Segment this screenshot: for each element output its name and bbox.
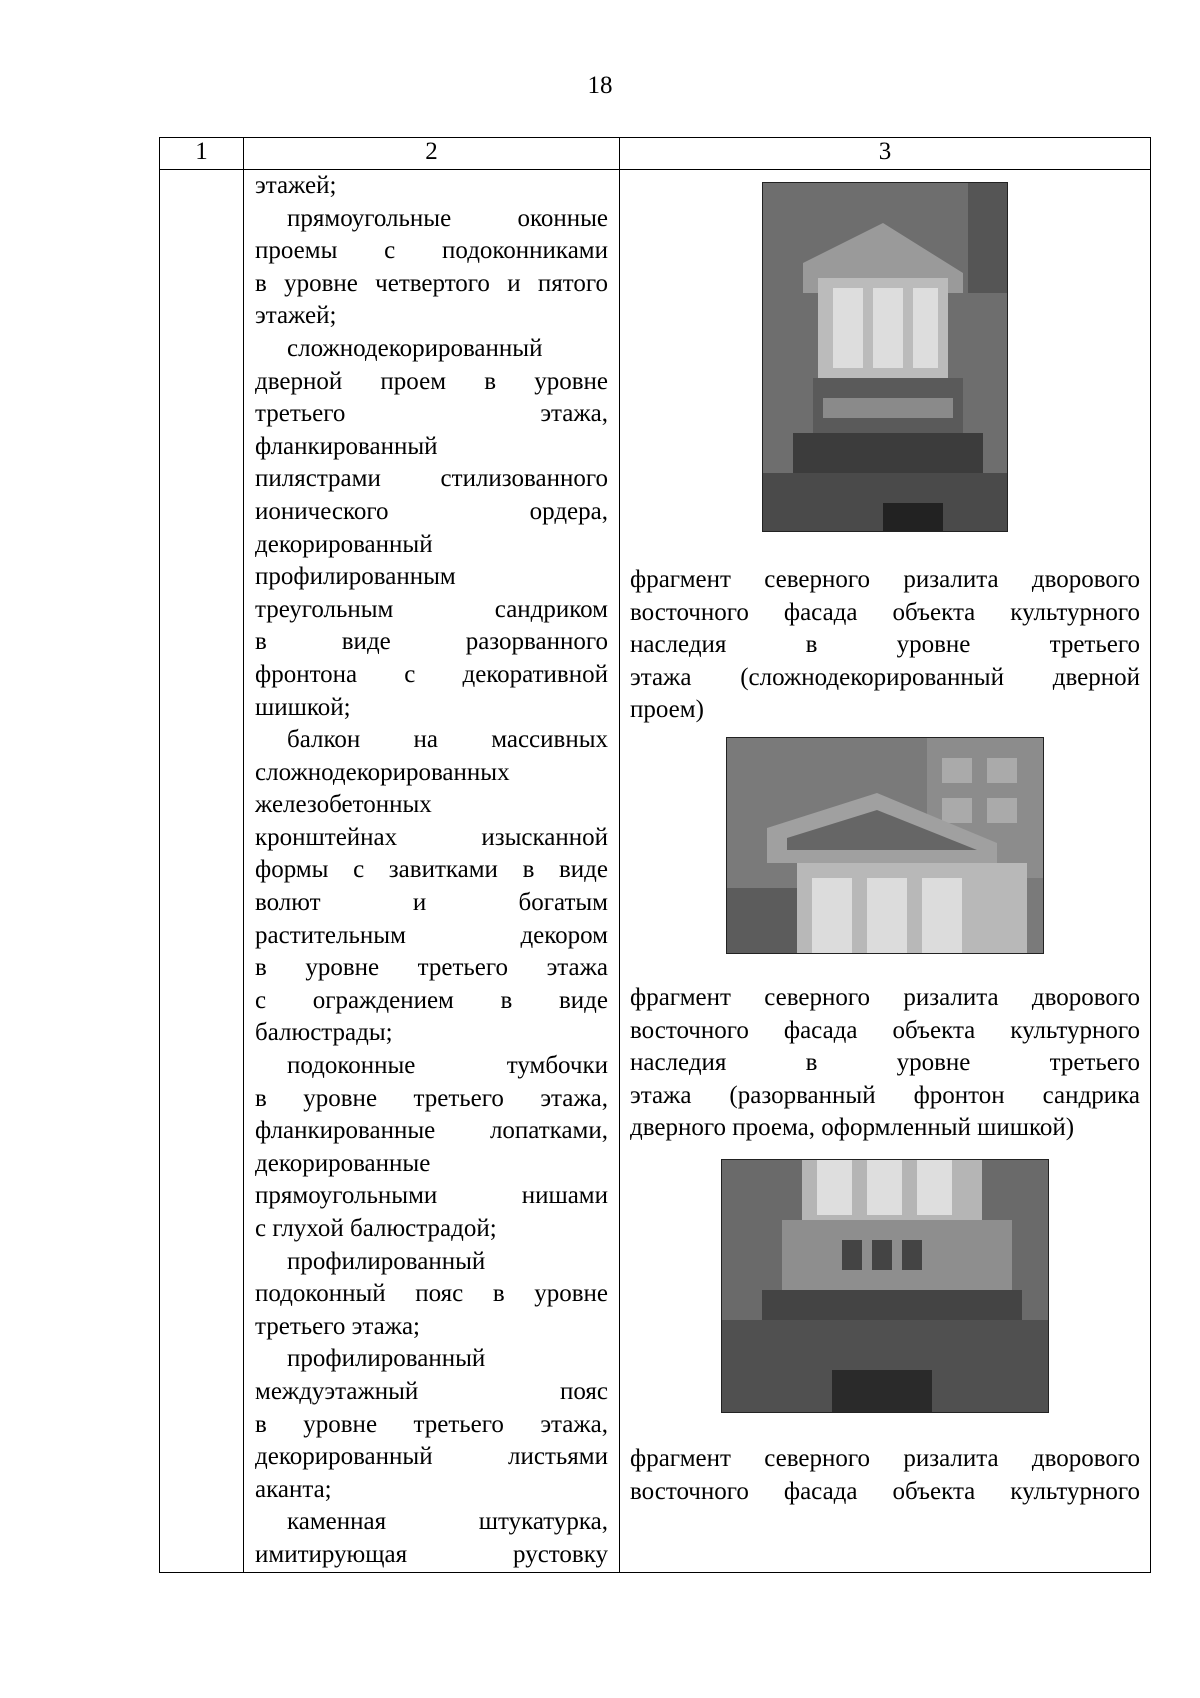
description-line: сложнодекорированных xyxy=(255,758,510,786)
table-header-row xyxy=(160,138,1151,170)
description-line: декорированный xyxy=(255,530,433,558)
description-line: профилированный xyxy=(287,1345,486,1373)
photo-caption xyxy=(630,1443,1140,1508)
photo-balcony-brackets xyxy=(721,1159,1049,1413)
caption-line: восточного фасада объекта культурного xyxy=(630,598,1140,626)
description-line: с ограждением в виде xyxy=(255,986,608,1014)
description-line: третьего этажа, xyxy=(255,400,608,428)
description-line: этажей; xyxy=(255,302,337,330)
description-line: треугольным сандриком xyxy=(255,595,608,623)
description-line: подоконный пояс в уровне xyxy=(255,1280,608,1308)
photo-caption xyxy=(630,982,1140,1145)
description-line: проемы с подоконниками xyxy=(255,237,608,265)
description-line: профилированным xyxy=(255,563,456,591)
description-line: в уровне третьего этажа xyxy=(255,954,608,982)
caption-line: этажа (разорванный фронтон сандрика xyxy=(630,1081,1140,1109)
description-line: пилястрами стилизованного xyxy=(255,465,608,493)
description-line: в уровне третьего этажа, xyxy=(255,1084,608,1112)
heritage-table xyxy=(159,137,1151,1573)
photo-broken-pediment xyxy=(726,737,1044,954)
row-number-cell xyxy=(160,170,244,1573)
header-col-1: 1 xyxy=(160,138,244,170)
caption-line: восточного фасада объекта культурного xyxy=(630,1016,1140,1044)
description-line: шишкой; xyxy=(255,693,351,721)
description-line: с глухой балюстрадой; xyxy=(255,1215,497,1242)
description-line: прямоугольными нишами xyxy=(255,1182,608,1210)
description-line: междуэтажный пояс xyxy=(255,1377,608,1405)
description-line: формы с завитками в виде xyxy=(255,856,608,884)
description-line: кронштейнах изысканной xyxy=(255,823,608,851)
description-line: имитирующая рустовку xyxy=(255,1540,608,1568)
description-line: третьего этажа; xyxy=(255,1312,421,1340)
caption-line: этажа (сложнодекорированный дверной xyxy=(630,663,1140,691)
description-line: фланкированный xyxy=(255,432,438,460)
table-row xyxy=(160,170,1151,1573)
description-line: аканта; xyxy=(255,1475,332,1503)
description-line: в уровне третьего этажа, xyxy=(255,1410,608,1438)
photo-caption xyxy=(630,564,1140,727)
description-line: балкон на массивных xyxy=(287,726,608,754)
description-line: фланкированные лопатками, xyxy=(255,1117,608,1145)
description-line: железобетонных xyxy=(255,791,432,819)
description-line: ионического ордера, xyxy=(255,497,608,525)
description-line: прямоугольные оконные xyxy=(287,204,608,232)
description-line: декорированные xyxy=(255,1149,431,1177)
caption-line: фрагмент северного ризалита дворового xyxy=(630,1444,1140,1472)
description-line: профилированный xyxy=(287,1247,486,1275)
description-line: декорированный листьями xyxy=(255,1443,608,1471)
caption-line: наследия в уровне третьего xyxy=(630,1049,1140,1077)
page-number: 18 xyxy=(587,72,613,99)
header-col-2: 2 xyxy=(244,138,620,170)
description-line: этажей; xyxy=(255,172,337,199)
description-line: дверной проем в уровне xyxy=(255,367,608,395)
caption-line: фрагмент северного ризалита дворового xyxy=(630,566,1140,593)
description-line: подоконные тумбочки xyxy=(287,1052,608,1080)
caption-line: дверного проема, оформленный шишкой) xyxy=(630,1114,1075,1142)
description-line: в виде разорванного xyxy=(255,628,608,656)
description-cell xyxy=(244,170,620,1573)
header-col-3: 3 xyxy=(620,138,1151,170)
photo-balcony-door xyxy=(762,182,1008,532)
description-line: фронтона с декоративной xyxy=(255,660,608,688)
description-line: волют и богатым xyxy=(255,889,608,917)
caption-line: восточного фасада объекта культурного xyxy=(630,1477,1140,1505)
caption-line: фрагмент северного ризалита дворового xyxy=(630,983,1140,1011)
photo-cell xyxy=(620,170,1151,1573)
description-line: сложнодекорированный xyxy=(287,334,543,362)
caption-line: наследия в уровне третьего xyxy=(630,631,1140,659)
description-line: в уровне четвертого и пятого xyxy=(255,269,608,297)
description-line: балюстрады; xyxy=(255,1019,393,1047)
description-line: каменная штукатурка, xyxy=(287,1508,608,1536)
description-line: растительным декором xyxy=(255,921,608,949)
caption-line: проем) xyxy=(630,696,704,724)
description-text xyxy=(255,170,608,1572)
